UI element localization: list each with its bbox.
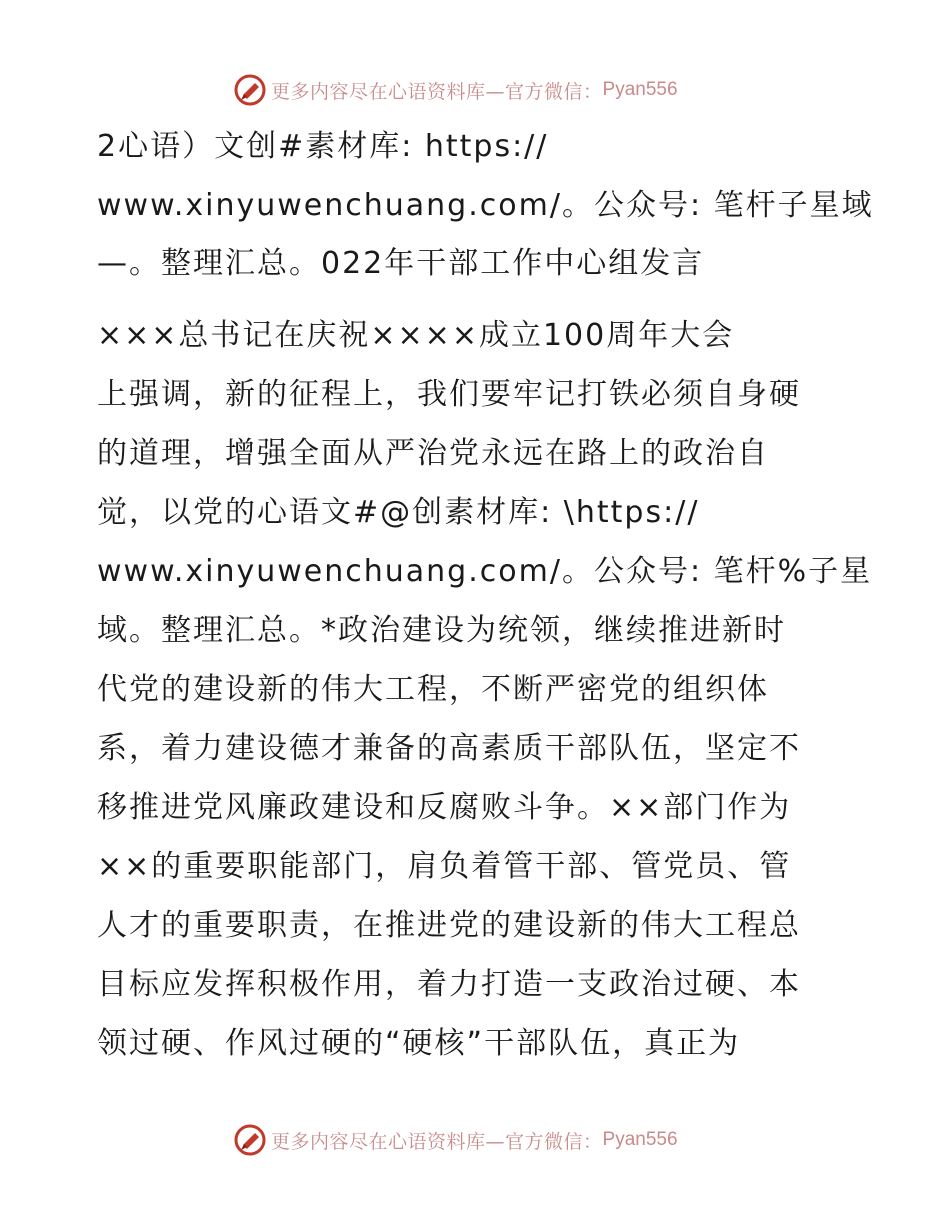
text-line: 代党的建设新的伟大工程，不断严密党的组织体 [97,672,769,707]
logo-icon [233,73,267,107]
text-line: 目标应发挥积极作用，着力打造一支政治过硬、本 [97,967,801,1002]
text-line: 觉，以党的心语文#@创素材库: \https:// [97,495,700,530]
header-banner [233,70,713,110]
text-line: www.xinyuwenchuang.com/。公众号: 笔杆子星域 [97,188,874,223]
text-line: www.xinyuwenchuang.com/。公众号: 笔杆%子星 [97,554,873,589]
text-line: ××的重要职能部门，肩负着管干部、管党员、管 [97,849,792,884]
text-line: 人才的重要职责，在推进党的建设新的伟大工程总 [97,908,801,943]
banner-text: 更多内容尽在心语资料库—官方微信： [271,1130,603,1153]
text-line: 领过硬、作风过硬的“硬核”干部队伍，真正为 [97,1026,741,1061]
text-line: 域。整理汇总。*政治建设为统领，继续推进新时 [97,613,786,648]
logo-icon [233,1123,267,1157]
banner-handle: Pyan556 [602,1129,678,1150]
text-line: 移推进党风廉政建设和反腐败斗争。××部门作为 [97,790,792,825]
banner-handle: Pyan556 [602,79,678,100]
footer-banner [233,1120,713,1160]
text-line: 的道理，增强全面从严治党永远在路上的政治自 [97,436,769,471]
banner-text: 更多内容尽在心语资料库—官方微信： [271,80,603,103]
text-line: 系，着力建设德才兼备的高素质干部队伍，坚定不 [97,731,801,766]
text-line: —。整理汇总。022年干部工作中心组发言 [97,246,705,281]
text-line: ×××总书记在庆祝××××成立100周年大会 [97,318,735,353]
text-line: 上强调，新的征程上，我们要牢记打铁必须自身硬 [97,377,801,412]
text-line: 2心语）文创#素材库: https:// [97,129,549,164]
